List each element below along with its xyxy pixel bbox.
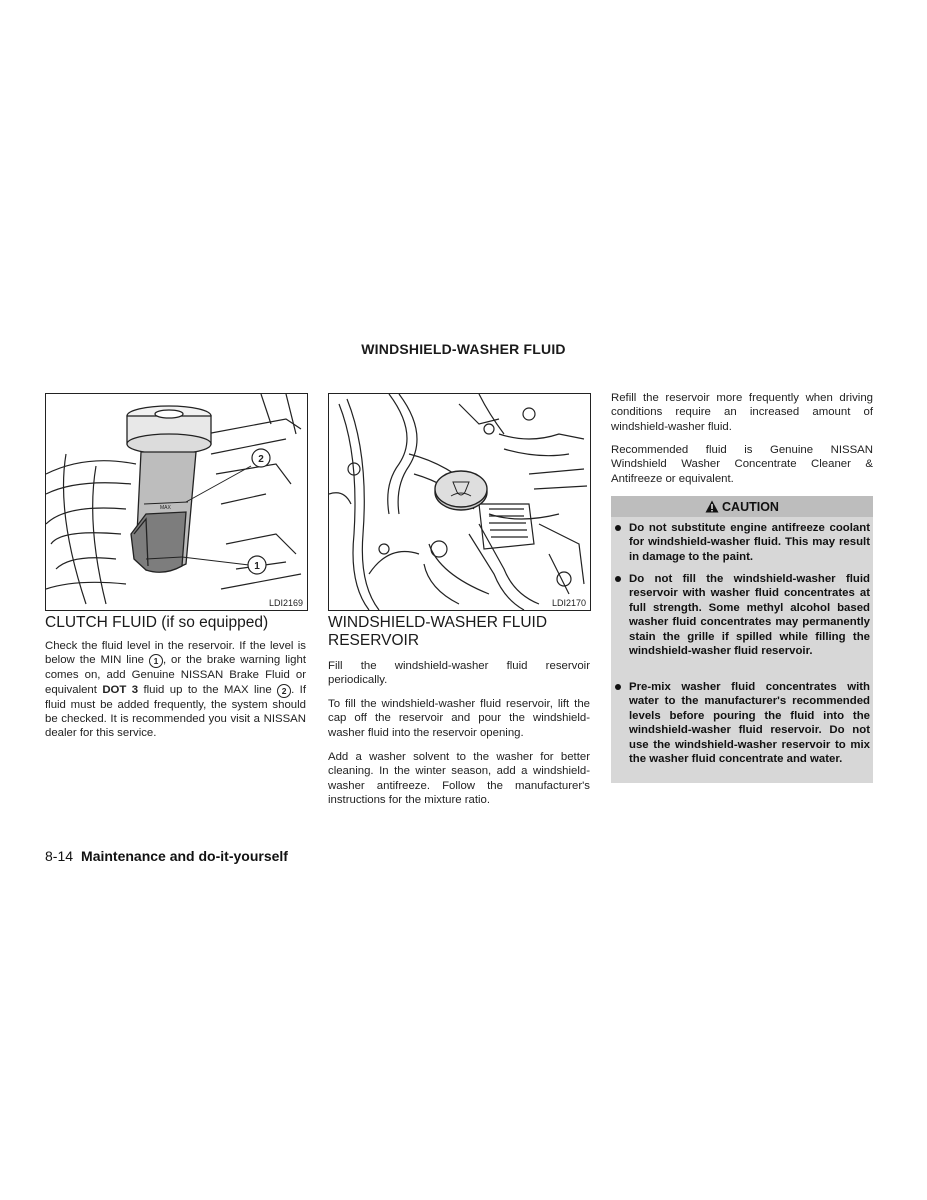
figure-label: LDI2169 — [268, 598, 303, 608]
callout-1: 1 — [254, 561, 260, 572]
caution-box — [611, 496, 873, 783]
caution-title: CAUTION — [722, 500, 779, 514]
bullet-icon — [615, 525, 621, 531]
bullet-icon — [615, 684, 621, 690]
clutch-reservoir-figure — [45, 393, 308, 611]
caution-item: Do not fill the windshield-washer fluid reservoir with washer fluid concentrates at full strength. Some methyl alcohol based washer fluid concentrates may permanently stain the grille if spilled while filling the windshield-washer fluid reservoir. — [629, 572, 870, 658]
reservoir-paragraph-2: To fill the windshield-washer fluid reservoir, lift the cap off the reservoir and pour the windshield-washer fluid into the reservoir opening. — [328, 698, 590, 739]
caution-header — [611, 496, 873, 517]
clutch-fluid-paragraph: Check the fluid level in the reservoir. If the level is below the MIN line 1 , or the brake warning light comes on, add Genuine NISSAN Brake Fluid or equivalent DOT 3 fluid up to the MAX line 2 . If fluid must be added frequently, the system should be checked. It is recommended you visit a NISSAN dealer for this service. — [45, 640, 306, 740]
right-paragraph-2: Recommended fluid is Genuine NISSAN Windshield Washer Concentrate Cleaner & Antifreeze or equivalent. — [611, 444, 873, 485]
max-mark: MAX — [160, 505, 171, 511]
clutch-reservoir-illustration — [46, 394, 307, 610]
bullet-icon — [615, 576, 621, 582]
section-title: WINDSHIELD-WASHER FLUID — [361, 341, 566, 357]
washer-reservoir-figure — [328, 393, 591, 611]
clutch-fluid-heading: CLUTCH FLUID (if so equipped) — [45, 614, 269, 631]
callout-2-inline: 2 — [277, 684, 291, 698]
warning-triangle-icon — [705, 500, 719, 513]
reservoir-paragraph-3: Add a washer solvent to the washer for better cleaning. In the winter season, add a windshield-washer antifreeze. Follow the manufacturer's instructions for the mixture ratio. — [328, 751, 590, 806]
right-paragraph-1: Refill the reservoir more frequently when driving conditions require an increased amount of windshield-washer fluid. — [611, 392, 873, 433]
reservoir-paragraph-1: Fill the windshield-washer fluid reservoir periodically. — [328, 660, 590, 687]
caution-item: Do not substitute engine antifreeze coolant for windshield-washer fluid. This may result in damage to the paint. — [629, 521, 870, 564]
callout-1-inline: 1 — [149, 654, 163, 668]
washer-reservoir-illustration — [329, 394, 590, 610]
page-number: 8-14 — [45, 848, 74, 864]
caution-item: Pre-mix washer fluid concentrates with water to the manufacturer's recommended levels before pouring the fluid into the windshield-washer fluid reservoir. Do not use the windshield-washer reservoir to mix the washer fluid concentrate and water. — [629, 680, 870, 766]
figure-label: LDI2170 — [551, 598, 586, 608]
washer-reservoir-heading: WINDSHIELD-WASHER FLUID RESERVOIR — [328, 614, 548, 649]
callout-2: 2 — [258, 454, 264, 465]
page-footer — [45, 848, 288, 864]
chapter-title: Maintenance and do-it-yourself — [81, 848, 288, 864]
